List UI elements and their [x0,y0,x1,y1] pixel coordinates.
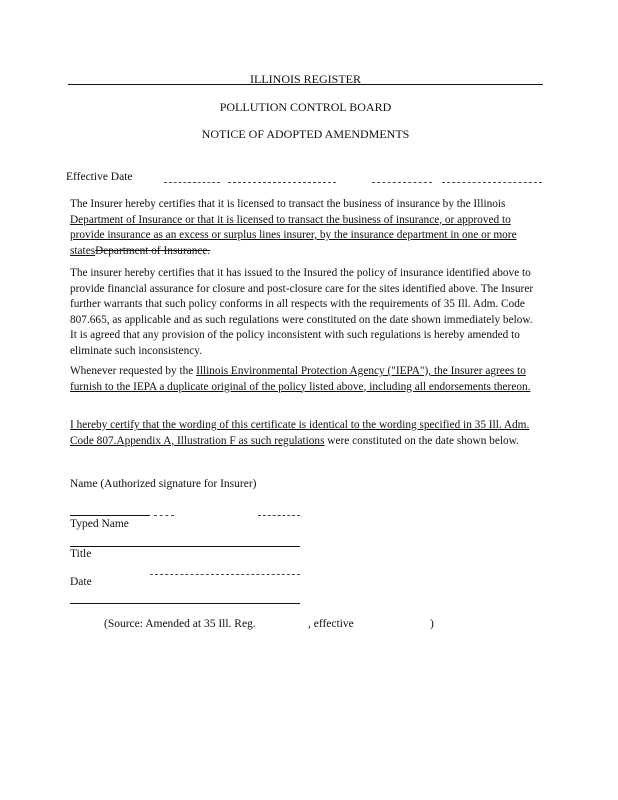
typed-name-line [70,546,300,547]
p1-inserted-text: Department of Insurance or that it is licensed to transact the business of insurance, or approved to provide insurance as an excess or surplus lines insurer, by the insurance department in one or more states [70,213,517,257]
paragraph-iepa-request [70,364,540,395]
p3-text: Whenever requested by the [70,365,197,377]
notice-title: NOTICE OF ADOPTED AMENDMENTS [201,127,410,141]
effective-date-blank-1 [164,182,220,183]
p1-deleted-text: Department of Insurance. [95,244,211,257]
typed-name-label: Typed Name [70,518,129,530]
source-close: ) [430,618,434,630]
title-line [150,574,300,575]
effective-date-blank-4 [442,182,542,183]
source-note [104,618,256,630]
p4-inserted-text: I hereby certify that the wording of this certificate is identical to the wording specified in 35 Ill. Adm. Code 807.Appendix A, Illustration F as such regulations [70,419,530,447]
p1-text: The Insurer hereby certifies that it is licensed to transact the business of insurance by the Illinois [70,198,506,210]
name-label: Name (Authorized signature for Insurer) [70,478,257,490]
board-title: POLLUTION CONTROL BOARD [219,100,392,114]
p4-text: were constituted on the date shown below. [324,434,519,447]
signature-line-3 [258,515,300,516]
date-line [70,603,300,604]
source-effective: , effective [308,618,354,630]
source-amended: (Source: Amended at 35 Ill. Reg. [104,618,256,630]
header-rule [68,84,543,85]
paragraph-licensing [70,197,540,259]
effective-date-blank-2 [228,182,336,183]
effective-date-label: Effective Date [66,171,133,183]
effective-date-blank-3 [372,182,432,183]
signature-line-1 [70,515,150,516]
signature-line-2 [154,515,174,516]
paragraph-wording-certify [70,418,540,449]
register-title: ILLINOIS REGISTER [250,72,361,86]
p3-inserted-text: agrees to furnish to the IEPA a duplicate original of the policy listed above, including all endorsements thereon. [70,365,531,393]
date-label: Date [70,576,92,588]
p3-inserted-agency: Illinois Environmental Protection Agency ("IEPA"), the Insurer [196,365,483,377]
title-label: Title [70,548,92,560]
paragraph-certification: The insurer hereby certifies that it has issued to the Insured the policy of insurance identified above to provide financial assurance for closure and post-closure care for the sites identified above. The Insurer further warrants that such policy conforms in all respects with the requirements of 35 Ill. Adm. Code 807.665, as applicable and as such regulations were constituted on the date shown immediately below. It is agreed that any provision of the policy inconsistent with such regulations is hereby amended to eliminate such inconsistency. [70,267,534,357]
